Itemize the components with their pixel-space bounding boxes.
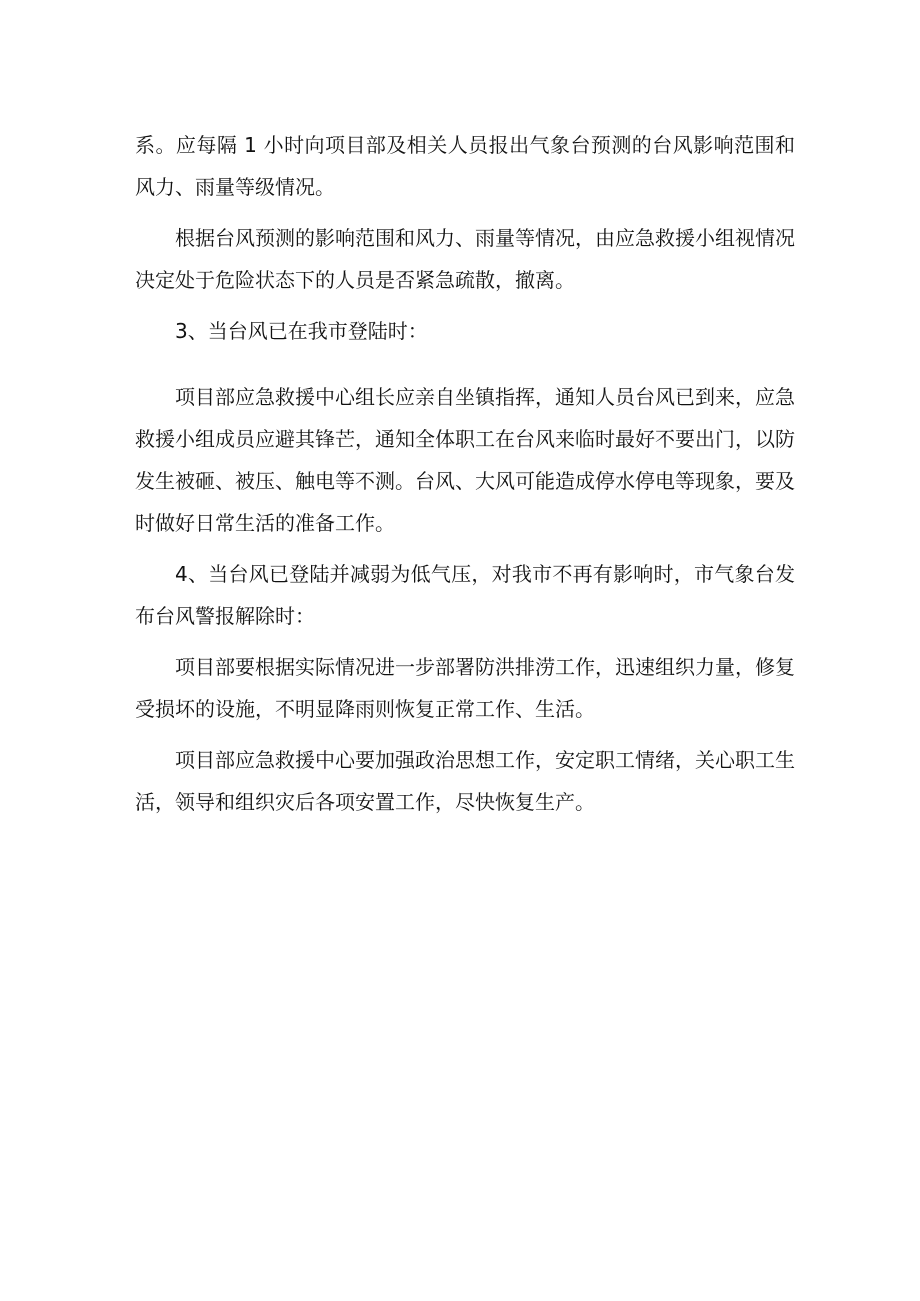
section-heading-warning-lifted: 4、当台风已登陆并减弱为低气压，对我市不再有影响时，市气象台发布台风警报解除时： <box>135 562 795 628</box>
paragraph-recovery: 项目部应急救援中心要加强政治思想工作，安定职工情绪，关心职工生活，领导和组织灾后各项安置工作，尽快恢复生产。 <box>135 748 795 814</box>
paragraph-evacuation-decision: 根据台风预测的影响范围和风力、雨量等情况，由应急救援小组视情况决定处于危险状态下的人员是否紧急疏散，撤离。 <box>135 226 795 292</box>
paragraph-hourly-report: 系。应每隔 1 小时向项目部及相关人员报出气象台预测的台风影响范围和风力、雨量等级情况。 <box>135 133 795 199</box>
section-heading-landfall: 3、当台风已在我市登陆时： <box>175 319 428 343</box>
document-body <box>135 124 795 823</box>
paragraph-flood-control: 项目部要根据实际情况进一步部署防洪排涝工作，迅速组织力量，修复受损坏的设施，不明显降雨则恢复正常工作、生活。 <box>135 655 795 721</box>
paragraph-landfall-command: 项目部应急救援中心组长应亲自坐镇指挥，通知人员台风已到来，应急救援小组成员应避其锋芒，通知全体职工在台风来临时最好不要出门，以防发生被砸、被压、触电等不测。台风、大风可能造成停水停电等现象，要及时做好日常生活的准备工作。 <box>135 385 795 535</box>
